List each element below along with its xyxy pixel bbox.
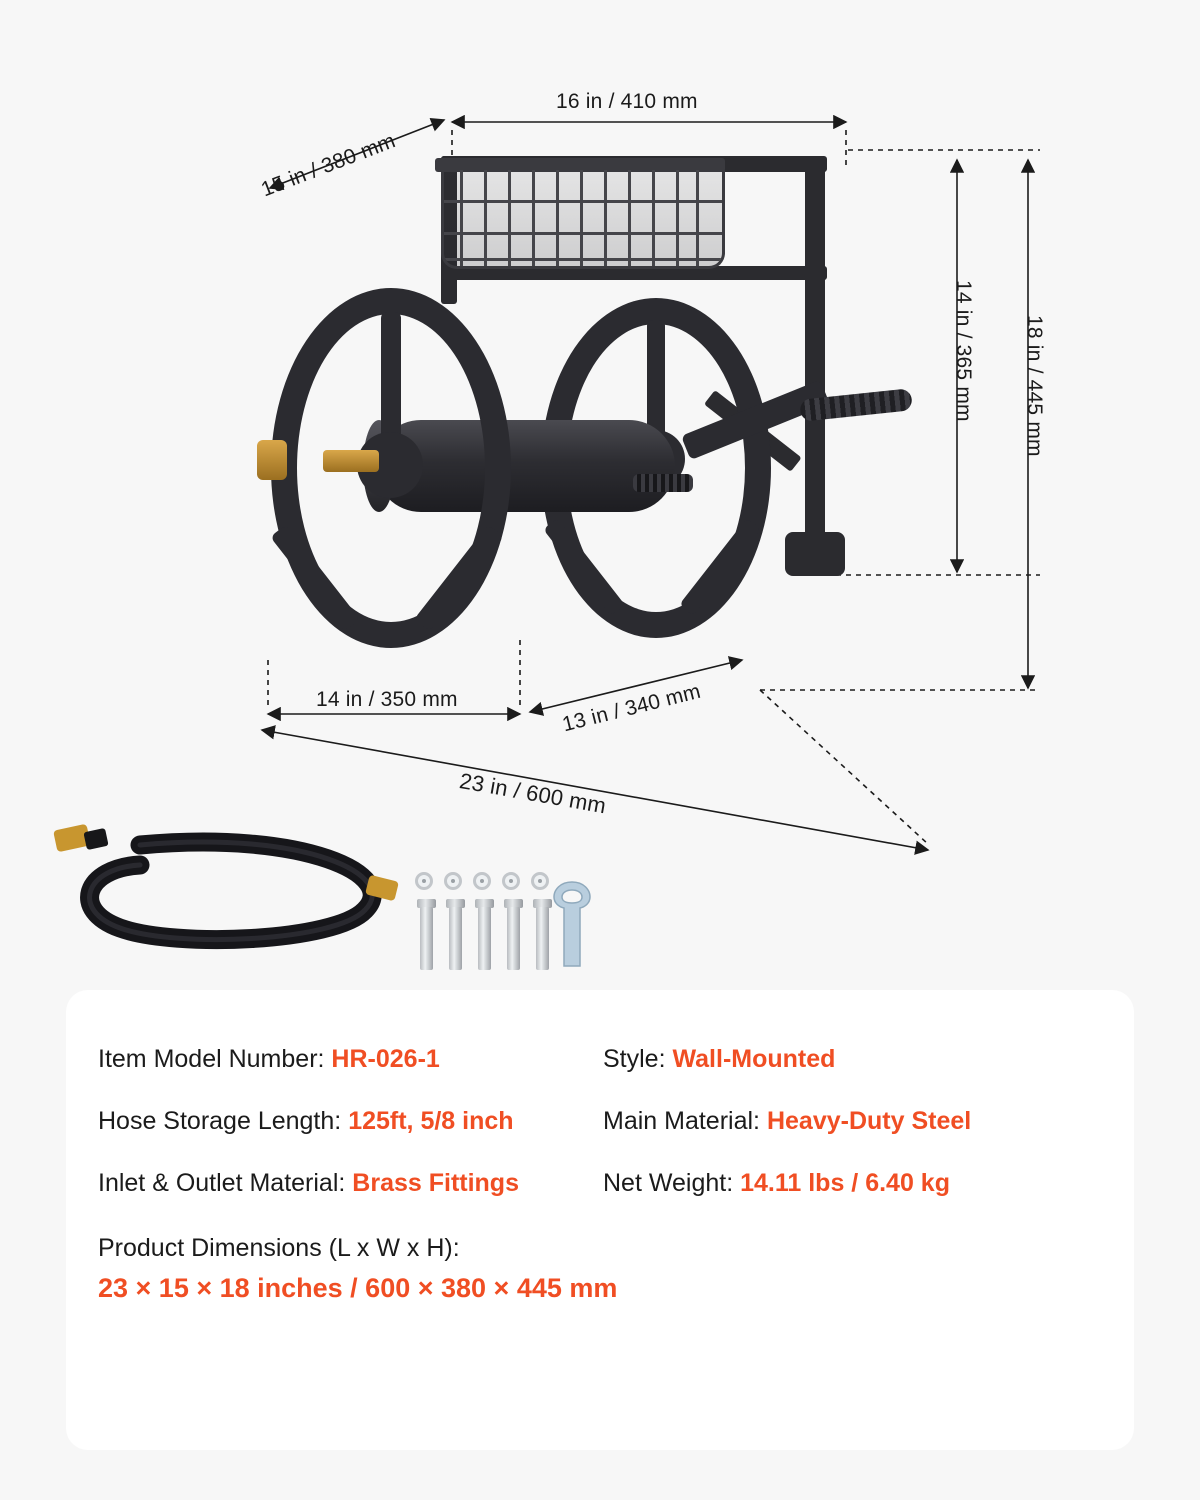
spec-item-weight xyxy=(603,1166,1108,1200)
brass-inlet-fitting xyxy=(257,440,287,480)
dim-length-overall: 23 in / 600 mm xyxy=(457,768,609,819)
spec-item-style xyxy=(603,1042,1108,1076)
spec-label: Inlet & Outlet Material: xyxy=(98,1169,346,1197)
spec-label: Main Material: xyxy=(603,1107,760,1135)
bracket-right-post xyxy=(805,156,825,576)
dim-depth-reel: 13 in / 340 mm xyxy=(560,679,704,737)
dim-width-reel: 14 in / 350 mm xyxy=(316,688,458,711)
spec-item-material xyxy=(603,1104,1108,1138)
spec-value: 23 × 15 × 18 inches / 600 × 380 × 445 mm xyxy=(98,1273,618,1303)
spec-label: Hose Storage Length: xyxy=(98,1107,342,1135)
spec-label: Style: xyxy=(603,1045,666,1073)
brass-outlet-fitting xyxy=(323,450,379,472)
dim-height-inner: 14 in / 365 mm xyxy=(952,280,975,422)
spec-item-hose-length xyxy=(98,1104,603,1138)
spec-row xyxy=(98,1104,1108,1138)
spec-value: 125ft, 5/8 inch xyxy=(348,1107,514,1135)
dim-height-overall: 18 in / 445 mm xyxy=(1023,315,1046,457)
basket-body xyxy=(441,170,725,269)
specifications-card xyxy=(66,990,1134,1450)
spec-value: HR-026-1 xyxy=(331,1045,440,1073)
spec-label: Product Dimensions (L x W x H): xyxy=(98,1234,460,1262)
spec-value: Heavy-Duty Steel xyxy=(766,1107,972,1135)
spec-value: Brass Fittings xyxy=(352,1169,519,1197)
included-accessories xyxy=(0,820,1200,980)
spec-item-fittings xyxy=(98,1166,603,1200)
spec-row xyxy=(98,1042,1108,1076)
bracket-foot xyxy=(785,532,845,576)
crank-spring xyxy=(633,474,693,492)
hose-reel-illustration xyxy=(245,140,885,680)
wrench-icon xyxy=(548,880,596,970)
spec-label: Item Model Number: xyxy=(98,1045,325,1073)
storage-basket xyxy=(435,158,725,273)
dim-width-top: 16 in / 410 mm xyxy=(556,90,698,113)
spec-item-model xyxy=(98,1042,603,1076)
leader-hose xyxy=(45,820,405,960)
spec-row xyxy=(98,1166,1108,1200)
reel-spoke xyxy=(647,320,665,440)
spec-item-dimensions xyxy=(98,1228,1108,1308)
spec-value: Wall-Mounted xyxy=(672,1045,836,1073)
reel-spoke xyxy=(381,312,401,442)
specifications-grid xyxy=(98,1042,1108,1308)
spec-label: Net Weight: xyxy=(603,1169,734,1197)
spec-value: 14.11 lbs / 6.40 kg xyxy=(740,1169,950,1197)
dim-depth-top: 15 in / 380 mm xyxy=(258,129,399,202)
